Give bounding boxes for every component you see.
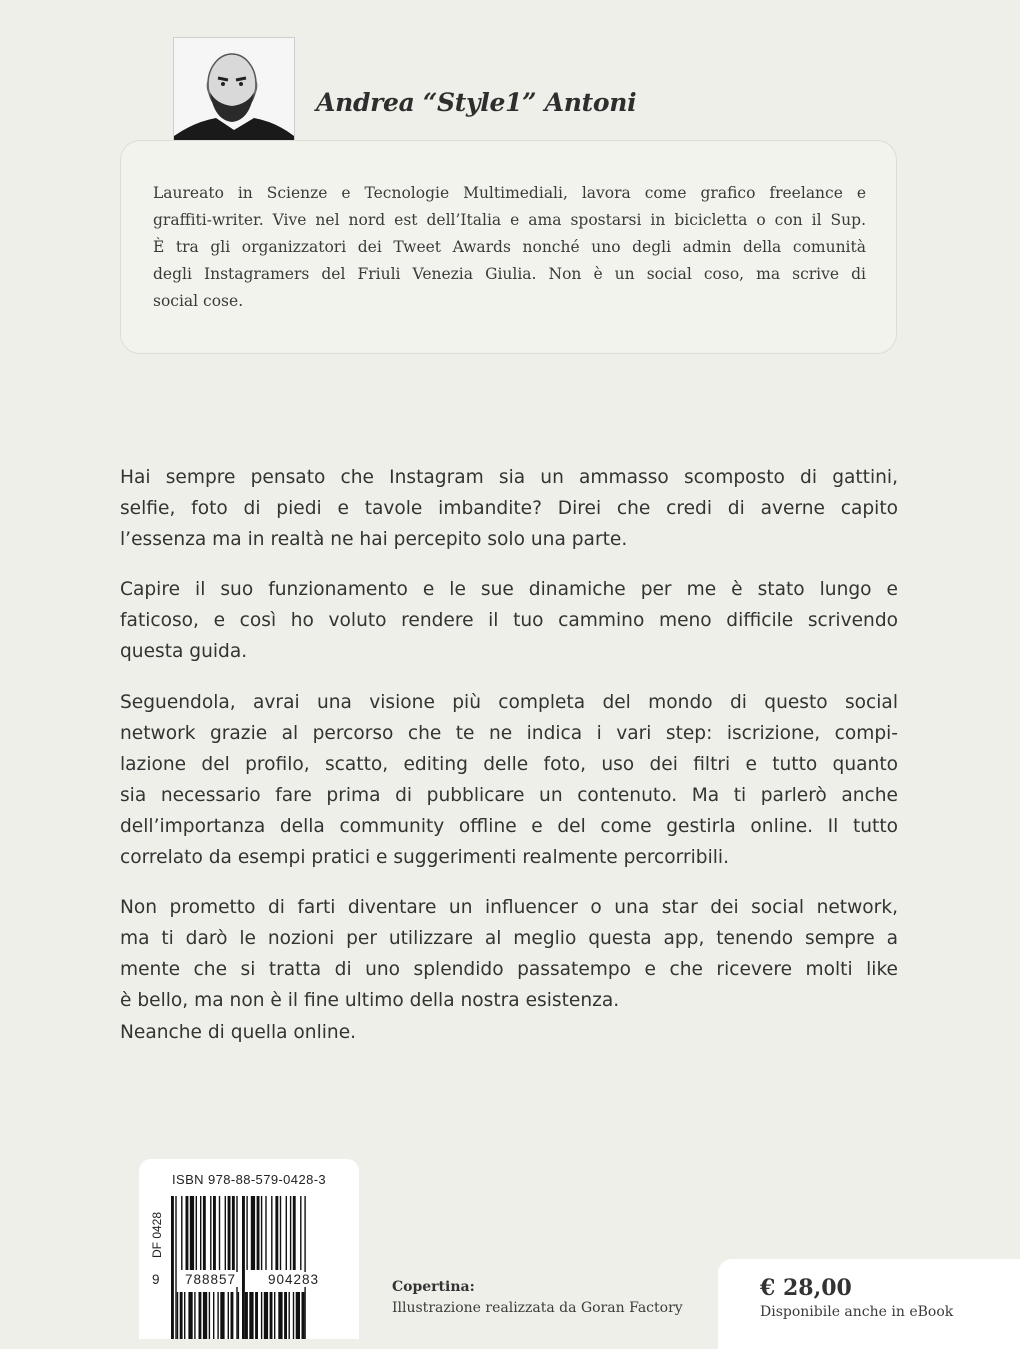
blurb-line: Non prometto di farti diventare un influencer o una star dei social network, — [120, 897, 898, 919]
blurb-paragraph — [120, 687, 898, 874]
blurb-line: Neanche di quella online. — [120, 1021, 357, 1043]
blurb-line: è bello, ma non è il fine ultimo della nostra esistenza. — [120, 990, 620, 1012]
barcode-bar — [302, 1292, 305, 1339]
barcode-bar — [257, 1196, 260, 1270]
barcode-bar — [284, 1292, 287, 1339]
barcode-bar — [300, 1196, 301, 1270]
author-bio — [153, 180, 866, 315]
barcode-bar — [290, 1196, 291, 1270]
barcode-bar — [251, 1196, 255, 1270]
barcode-bar — [186, 1196, 189, 1270]
barcode-bar — [209, 1292, 210, 1339]
blurb-line: faticoso, e così ho voluto rendere il tuo cammino meno difficile scrivendo — [120, 610, 898, 632]
cover-label: Copertina: — [392, 1279, 475, 1295]
barcode-bar — [232, 1196, 235, 1270]
barcode-bar — [171, 1292, 172, 1339]
barcode-bar — [242, 1292, 243, 1339]
barcode-bar — [194, 1292, 195, 1339]
barcode-bar — [238, 1292, 239, 1339]
barcode-digits-left: 788857 — [185, 1272, 237, 1287]
barcode-bar — [296, 1292, 300, 1339]
blurb-line: l’essenza ma in realtà ne hai percepito solo una parte. — [120, 529, 628, 551]
barcode-bar — [225, 1196, 226, 1270]
barcode-bar — [196, 1196, 197, 1270]
blurb-line: correlato da esempi pratici e suggerimenti realmente percorribili. — [120, 847, 729, 869]
barcode-bar — [184, 1292, 185, 1339]
barcode-bar — [275, 1196, 278, 1270]
barcode-bars — [171, 1196, 341, 1339]
isbn-number: ISBN 978-88-579-0428-3 — [172, 1172, 327, 1187]
barcode-bar — [261, 1292, 262, 1339]
barcode-bar — [304, 1196, 305, 1339]
barcode-bar — [203, 1292, 207, 1339]
barcode-bar — [188, 1292, 192, 1339]
price: € 28,00 — [760, 1275, 852, 1301]
blurb-line: Seguendola, avrai una visione più completa del mondo di questo social — [120, 691, 898, 713]
blurb-line: network grazie al percorso che te ne indica i vari step: iscrizione, compi- — [120, 722, 898, 744]
barcode-bar — [245, 1292, 248, 1339]
author-name: Andrea “Style1” Antoni — [316, 88, 637, 117]
blurb-line: sia necessario fare prima di pubblicare un contenuto. Ma ti parlerò anche — [120, 784, 898, 806]
blurb-line: dell’importanza della community offline e del come gestirla online. Il tutto — [120, 815, 898, 837]
barcode-bar — [246, 1196, 247, 1270]
barcode-bar — [180, 1292, 183, 1339]
product-code: DF 0428 — [150, 1211, 164, 1258]
blurb-paragraph — [120, 574, 898, 667]
book-blurb — [120, 462, 898, 1067]
barcode-bar — [210, 1196, 211, 1270]
barcode-bar — [249, 1292, 253, 1339]
barcode-bar — [289, 1292, 290, 1339]
blurb-paragraph — [120, 892, 898, 1047]
barcode-bar — [213, 1292, 214, 1339]
blurb-line: Hai sempre pensato che Instagram sia un ammasso scomposto di gattini, — [120, 467, 898, 488]
barcode-bar — [255, 1292, 258, 1339]
barcode-bar — [177, 1292, 178, 1339]
barcode-bar — [278, 1292, 282, 1339]
blurb-line: selfie, foto di piedi e tavole imbandite? Direi che credi di averne capito — [120, 498, 898, 520]
barcode-bar — [200, 1196, 201, 1270]
barcode-bar — [271, 1196, 272, 1270]
bio-line: È tra gli organizzatori dei Tweet Awards nonché uno degli admin della comunità — [153, 238, 866, 256]
cover-credit: Illustrazione realizzata da Goran Factory — [392, 1300, 683, 1316]
barcode-bar — [236, 1196, 237, 1339]
barcode-bar — [213, 1196, 216, 1270]
barcode-bar — [264, 1292, 268, 1339]
ebook-note: Disponibile anche in eBook — [760, 1304, 954, 1320]
barcode-digits-right: 904283 — [268, 1272, 320, 1287]
barcode-bar — [274, 1292, 275, 1339]
blurb-paragraph — [120, 462, 898, 555]
barcode-bar — [217, 1292, 218, 1339]
barcode-bar — [270, 1292, 273, 1339]
barcode-bar — [203, 1196, 206, 1270]
barcode-bar — [280, 1196, 281, 1270]
barcode-bar — [293, 1292, 294, 1339]
barcode-bar — [228, 1196, 231, 1270]
barcode-bar — [228, 1292, 229, 1339]
barcode-bar — [219, 1196, 220, 1270]
blurb-line: lazione del profilo, scatto, editing delle foto, uso dei filtri e tutto quanto — [120, 753, 898, 775]
barcode-bar — [190, 1196, 194, 1270]
bio-line: degli Instagramers del Friuli Venezia Giulia. Non è un social coso, ma scrive di — [153, 265, 866, 283]
barcode-bar — [175, 1196, 176, 1339]
blurb-line: mente che si tratta di uno splendido passatempo e che ricevere molti like — [120, 959, 898, 981]
barcode-bar — [293, 1196, 296, 1270]
bio-line: graffiti-writer. Vive nel nord est dell’Italia e ama spostarsi in bicicletta o con il Sup. — [153, 211, 866, 229]
barcode-bar — [199, 1292, 202, 1339]
blurb-line: Capire il suo funzionamento e le sue dinamiche per me è stato lungo e — [120, 579, 898, 601]
bio-line: social cose. — [153, 292, 244, 310]
barcode-digit-lead: 9 — [152, 1272, 161, 1287]
barcode-bar — [261, 1196, 262, 1270]
blurb-line: questa guida. — [120, 641, 248, 663]
barcode-bar — [181, 1196, 182, 1270]
barcode-bar — [220, 1292, 224, 1339]
barcode-bar — [265, 1196, 266, 1270]
blurb-line: ma ti darò le nozioni per utilizzare al meglio questa app, tenendo sempre a — [120, 928, 898, 950]
barcode-bar — [231, 1292, 234, 1339]
bio-line: Laureato in Scienze e Tecnologie Multimediali, lavora come grafico freelance e — [153, 184, 866, 202]
barcode-bar — [286, 1196, 287, 1270]
